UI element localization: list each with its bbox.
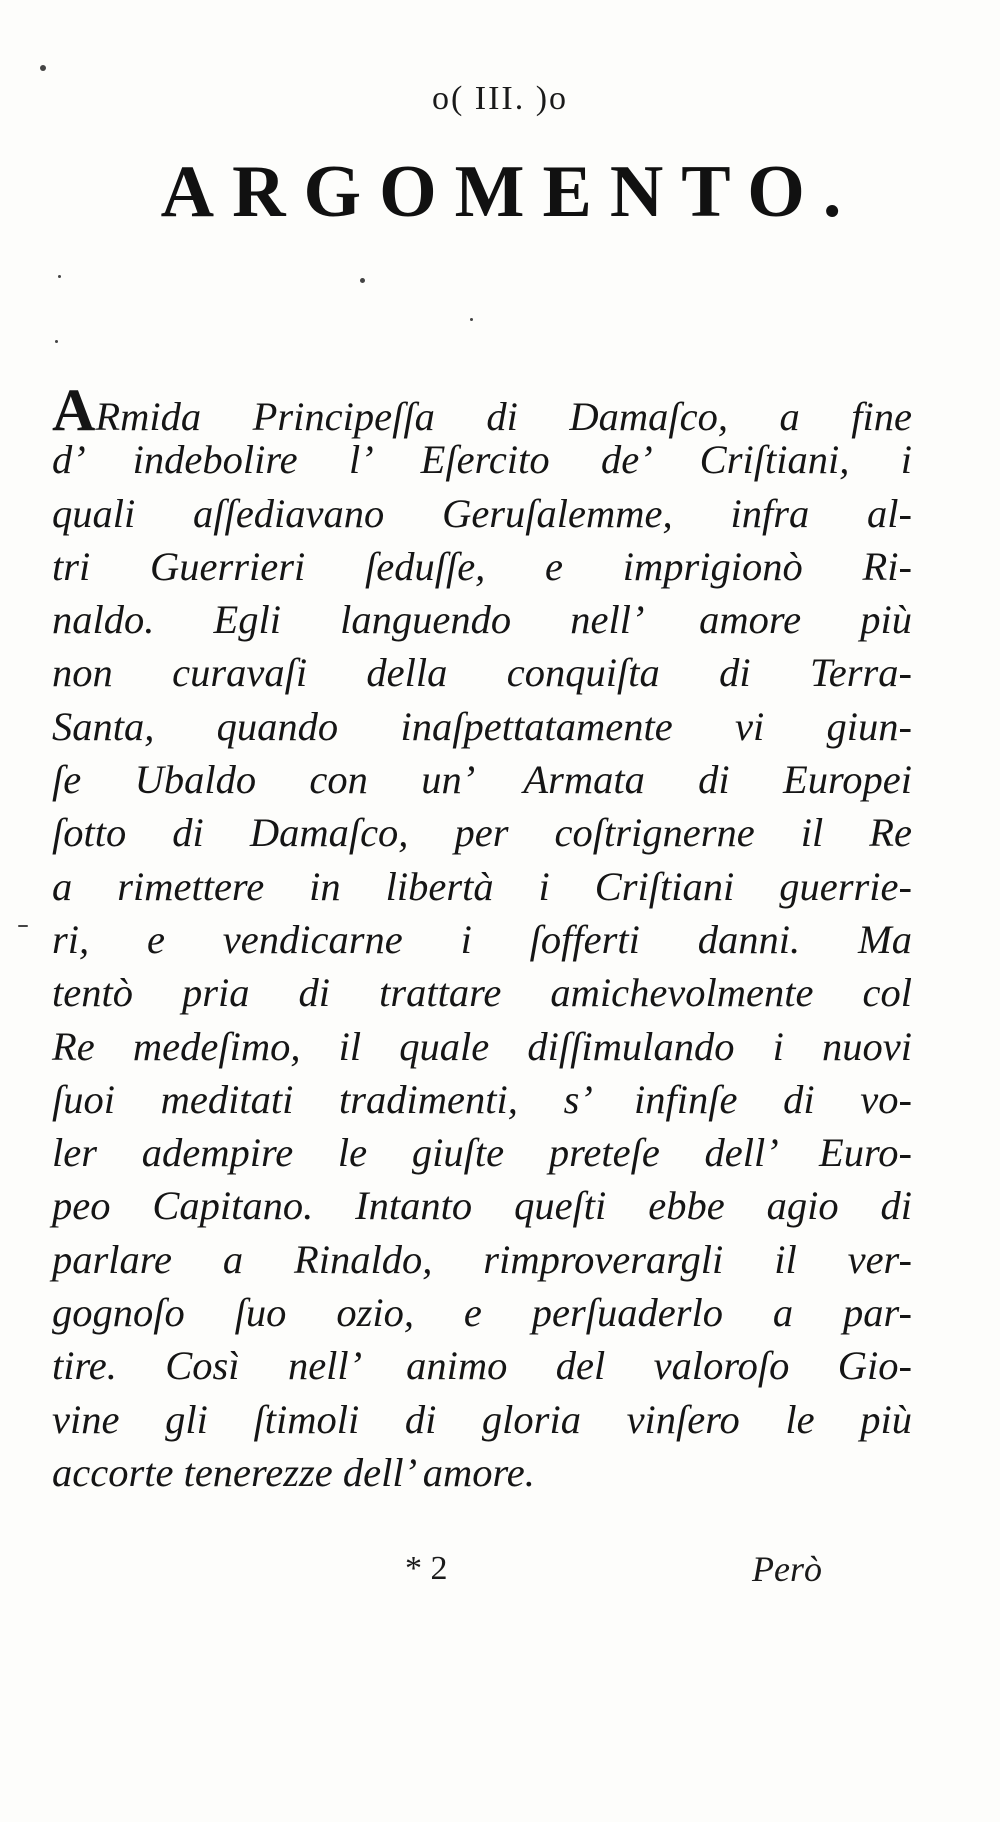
ink-speck: [58, 275, 61, 278]
drop-cap: A: [52, 377, 96, 443]
text-line: Santa, quando inaſpettatamente vi giun-: [52, 703, 912, 749]
text-line: gognoſo ſuo ozio, e perſuaderlo a par-: [52, 1290, 912, 1336]
text-line: tire. Così nell’ animo del valoroſo Gio-: [52, 1343, 912, 1389]
text-line: quali aſſediavano Geruſalemme, infra al-: [52, 490, 912, 536]
text-line: peo Capitano. Intanto queſti ebbe agio di: [52, 1183, 912, 1229]
text-line: ler adempire le giuſte preteſe dell’ Euro-: [52, 1130, 912, 1176]
ink-speck: [40, 65, 46, 71]
text-line: accorte tenerezze dell’ amore.: [52, 1449, 535, 1495]
ink-speck: [360, 278, 365, 283]
text-line: d’ indebolire l’ Eſercito de’ Criſtiani, i: [52, 437, 912, 483]
text-line: ſe Ubaldo con un’ Armata di Europei: [52, 757, 912, 803]
running-head: o( III. )o: [431, 80, 569, 117]
text-line-content: Rmida Principeſſa di Damaſco, a fine: [95, 394, 912, 439]
text-line: tentò pria di trattare amichevolmente col: [52, 970, 912, 1016]
ink-speck: [470, 318, 473, 321]
ink-speck: [18, 925, 28, 927]
ink-speck: [55, 340, 58, 343]
text-line: non curavaſi della conquiſta di Terra-: [52, 650, 912, 696]
text-line: parlare a Rinaldo, rimproverargli il ver-: [52, 1236, 912, 1282]
text-line: [52, 377, 912, 443]
text-line: a rimettere in libertà i Criſtiani guerrie-: [52, 863, 912, 909]
text-line: ſotto di Damaſco, per coſtrignerne il Re: [52, 810, 912, 856]
text-line: vine gli ſtimoli di gloria vinſero le più: [52, 1396, 912, 1442]
text-line: naldo. Egli languendo nell’ amore più: [52, 597, 912, 643]
text-line: ri, e vendicarne i ſofferti danni. Ma: [52, 916, 912, 962]
page-title: ARGOMENTO.: [160, 151, 860, 233]
signature-mark: * 2: [405, 1550, 448, 1587]
text-line: Re medeſimo, il quale diſſimulando i nuovi: [52, 1023, 912, 1069]
argument-text: [52, 377, 912, 1499]
text-line: ſuoi meditati tradimenti, s’ infinſe di vo-: [52, 1076, 912, 1122]
catchword: Però: [752, 1549, 822, 1589]
text-line: tri Guerrieri ſeduſſe, e imprigionò Ri-: [52, 543, 912, 589]
